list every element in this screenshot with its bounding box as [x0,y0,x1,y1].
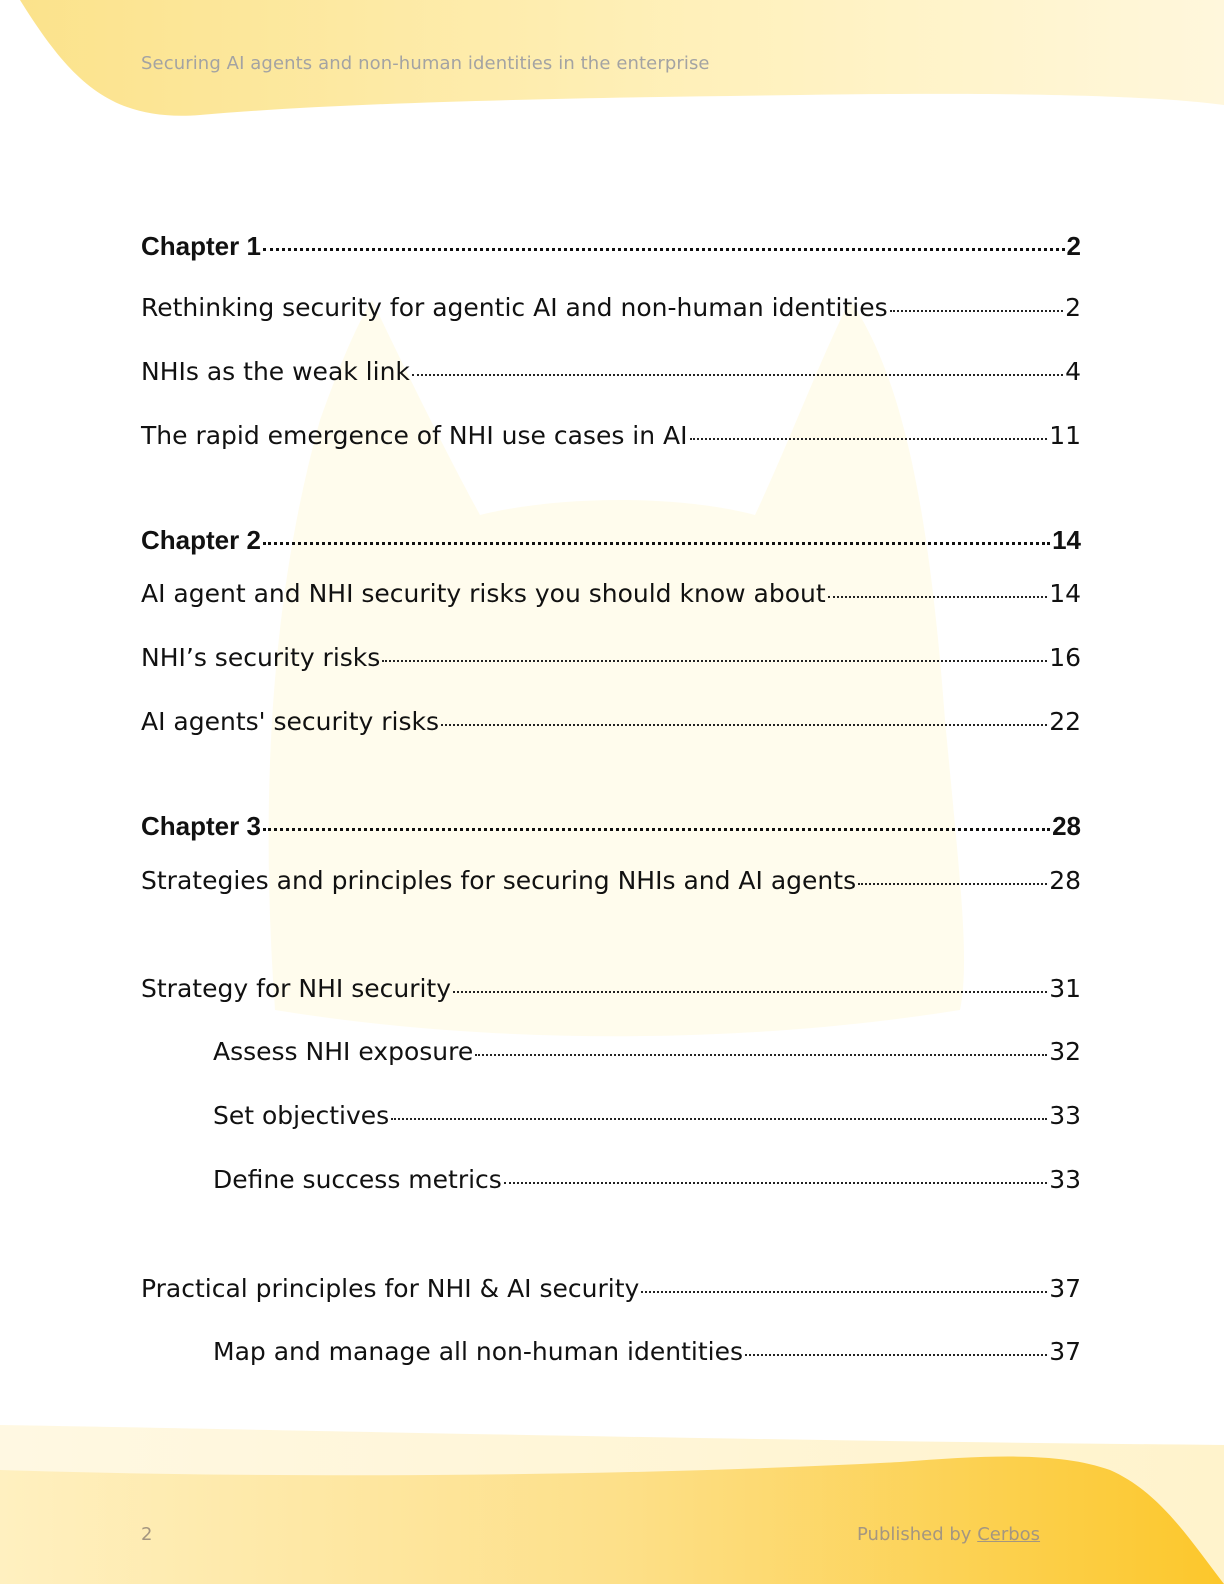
toc-entry-title: Strategies and principles for securing NHIs and AI agents [141,866,857,895]
toc-entry-page: 37 [1049,1337,1081,1366]
toc-entry-page: 31 [1049,974,1081,1003]
toc-subentry[interactable] [141,1161,1081,1194]
dot-leader [828,571,1048,598]
dot-leader [890,285,1063,312]
toc-chapter-2[interactable] [141,520,1081,556]
toc-entry[interactable] [141,417,1081,450]
toc-entry-page: 14 [1049,579,1081,608]
footer-wave [0,1457,1224,1584]
toc-entry[interactable] [141,862,1081,895]
toc-chapter-1[interactable] [141,226,1081,262]
dot-leader [453,966,1047,993]
published-by-label: Published by [857,1524,972,1545]
dot-leader [641,1266,1047,1293]
toc-subentry[interactable] [141,1333,1081,1366]
dot-leader [412,349,1063,376]
toc-entry-title: AI agents' security risks [141,707,439,736]
toc-entry-title: Rethinking security for agentic AI and non-human identities [141,293,888,322]
toc-entry-page: 33 [1049,1165,1081,1194]
toc-entry[interactable] [141,1270,1081,1303]
toc-entry-title: NHI’s security risks [141,643,381,672]
toc-entry[interactable] [141,575,1081,608]
toc-entry-page: 2 [1066,231,1081,261]
dot-leader [382,635,1047,662]
footer-page-number: 2 [141,1524,153,1545]
toc-entry-title: Strategy for NHI security [141,974,452,1003]
dot-leader [441,699,1047,726]
toc-entry-title: Chapter 2 [141,525,261,555]
toc-entry-title: AI agent and NHI security risks you should know about [141,579,826,608]
toc-entry[interactable] [141,353,1081,386]
dot-leader [391,1093,1047,1120]
toc-subentry[interactable] [141,1033,1081,1066]
toc-entry-title: Chapter 3 [141,811,261,841]
publisher-link[interactable]: Cerbos [977,1524,1041,1545]
toc-entry-page: 4 [1065,357,1081,386]
toc-entry-title: Define success metrics [213,1165,502,1194]
toc-entry-page: 2 [1065,293,1081,322]
toc-entry-page: 32 [1049,1037,1081,1066]
toc-entry[interactable] [141,970,1081,1003]
toc-entry-title: Assess NHI exposure [213,1037,474,1066]
toc-entry-page: 33 [1049,1101,1081,1130]
dot-leader [745,1329,1047,1356]
toc-chapter-3[interactable] [141,806,1081,842]
toc-entry-title: Set objectives [213,1101,390,1130]
dot-leader [504,1157,1047,1184]
dot-leader [263,802,1050,831]
running-header: Securing AI agents and non-human identities in the enterprise [141,53,710,74]
toc-entry-page: 37 [1049,1274,1081,1303]
toc-entry-page: 22 [1049,707,1081,736]
toc-entry[interactable] [141,289,1081,322]
dot-leader [475,1029,1047,1056]
dot-leader [263,222,1065,251]
toc-entry-title: Map and manage all non-human identities [213,1337,743,1366]
dot-leader [690,413,1048,440]
footer-publisher [857,1524,1040,1545]
toc-entry-page: 14 [1052,525,1081,555]
toc-entry-title: Chapter 1 [141,231,261,261]
toc-entry-page: 28 [1052,811,1081,841]
toc-entry-page: 16 [1049,643,1081,672]
toc-entry[interactable] [141,639,1081,672]
toc-entry[interactable] [141,703,1081,736]
toc-entry-title: The rapid emergence of NHI use cases in AI [141,421,688,450]
dot-leader [858,858,1047,885]
toc-entry-title: Practical principles for NHI & AI security [141,1274,640,1303]
toc-entry-title: NHIs as the weak link [141,357,410,386]
toc-subentry[interactable] [141,1097,1081,1130]
dot-leader [263,516,1050,545]
toc-entry-page: 28 [1049,866,1081,895]
toc-entry-page: 11 [1049,421,1081,450]
